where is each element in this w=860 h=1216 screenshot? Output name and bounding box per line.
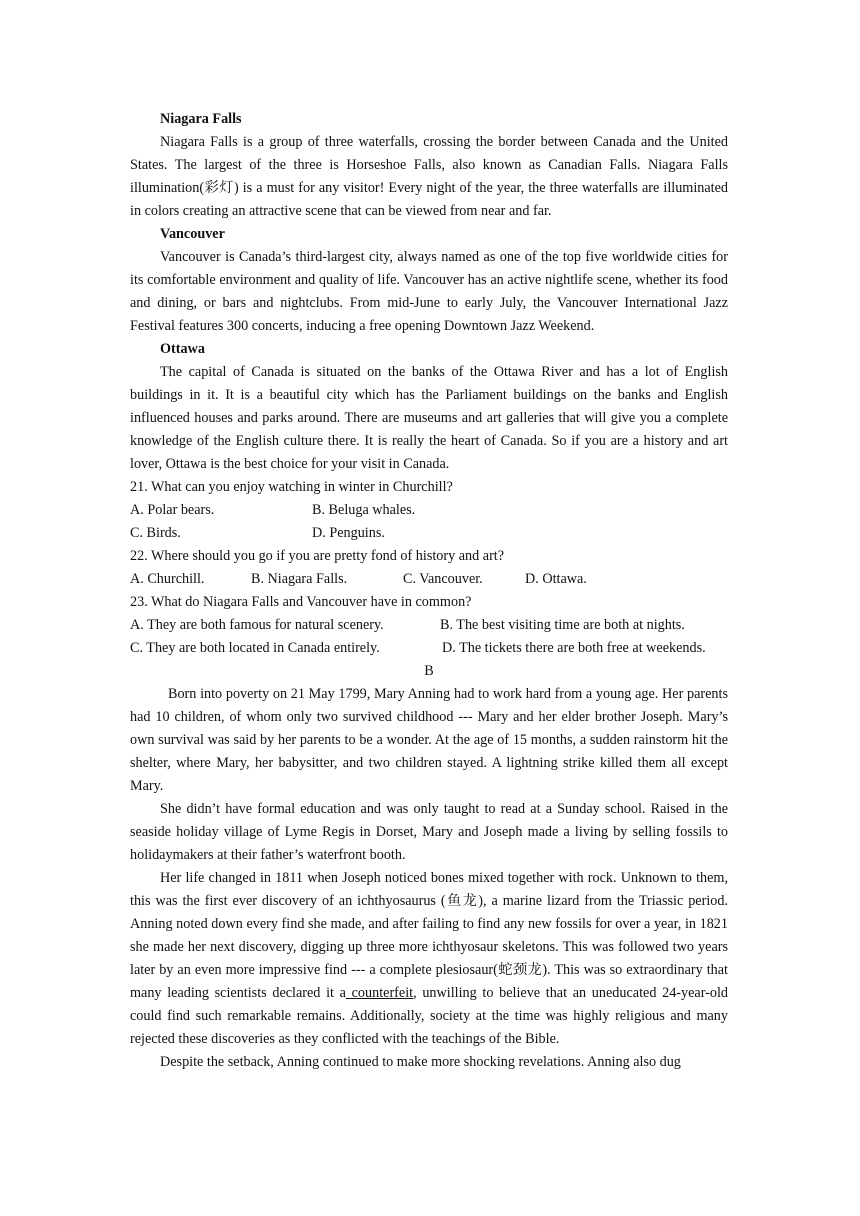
question-23-options-row1	[130, 614, 728, 637]
question-21-option-b: B. Beluga whales.	[312, 502, 416, 518]
section-title-vancouver: Vancouver	[160, 226, 225, 242]
question-22-option-b: B. Niagara Falls.	[251, 571, 348, 587]
question-21-option-d: D. Penguins.	[312, 525, 385, 541]
part-b-paragraph-3	[130, 867, 728, 1051]
question-21-stem: 21. What can you enjoy watching in winter in Churchill?	[130, 479, 453, 495]
question-22-option-a: A. Churchill.	[130, 571, 205, 587]
part-b-paragraph-1: Born into poverty on 21 May 1799, Mary Anning had to work hard from a young age. Her parents had 10 children, of whom only two survived childhood --- Mary and her elder brother Joseph. Mary’s own survival was said by her parents to be a wonder. At the age of 15 months, a sudden rainstorm hit the shelter, where Mary, her babysitter, and two children stayed. A lightning strike killed them all except Mary.	[130, 686, 728, 794]
question-23-option-b: B. The best visiting time are both at nights.	[440, 617, 685, 633]
document-page	[130, 108, 728, 1074]
section-title-ottawa: Ottawa	[160, 341, 205, 357]
question-21-options-row1	[130, 499, 728, 522]
part-b-paragraph-2: She didn’t have formal education and was only taught to read at a Sunday school. Raised in the seaside holiday village of Lyme Regis in Dorset, Mary and Joseph made a living by selling fossils to holidaymakers at their father’s waterfront booth.	[130, 801, 728, 863]
question-23-stem: 23. What do Niagara Falls and Vancouver have in common?	[130, 594, 472, 610]
question-22-option-d: D. Ottawa.	[525, 571, 587, 587]
question-21-option-a: A. Polar bears.	[130, 502, 215, 518]
part-b-label: B	[424, 663, 434, 679]
underlined-word-counterfeit: counterfeit	[345, 985, 414, 1001]
section-title-niagara: Niagara Falls	[160, 111, 242, 127]
question-23-option-c: C. They are both located in Canada entirely.	[130, 640, 380, 656]
part-b-paragraph-4: Despite the setback, Anning continued to make more shocking revelations. Anning also dug	[160, 1054, 681, 1070]
question-21-option-c: C. Birds.	[130, 525, 181, 541]
question-21-options-row2	[130, 522, 728, 545]
section-text-vancouver: Vancouver is Canada’s third-largest city, always named as one of the top five worldwide cities for its comfortable environment and quality of life. Vancouver has an active nightlife scene, whether its food and dining, or bars and nightclubs. From mid-June to early July, the Vancouver International Jazz Festival features 300 concerts, inducing a free opening Downtown Jazz Weekend.	[130, 249, 728, 334]
question-23-option-a: A. They are both famous for natural scenery.	[130, 617, 384, 633]
section-text-niagara: Niagara Falls is a group of three waterfalls, crossing the border between Canada and the United States. The largest of the three is Horseshoe Falls, also known as Canadian Falls. Niagara Falls illumination(彩灯) is a must for any visitor! Every night of the year, the three waterfalls are illuminated in colors creating an attractive scene that can be viewed from near and far.	[130, 134, 728, 219]
part-b-paragraph-3-before: Her life changed in 1811 when Joseph noticed bones mixed together with rock. Unknown to them, this was the first ever discovery of an ichthyosaurus (鱼龙), a marine lizard from the Triassic period. Anning noted down every find she made, and after failing to find any new fossils for over a year, in 1821 she made her next discovery, digging up three more ichthyosaur skeletons. This was followed two years later by an even more impressive find --- a complete plesiosaur(蛇颈龙). This was so extraordinary that many leading scientists declared it a	[130, 870, 728, 1001]
question-23-options-row2	[130, 637, 728, 660]
part-b-paragraph-3-after: , unwilling to believe that an uneducated 24-year-old could find such remarkable remains. Additionally, society at the time was highly religious and many rejected these discoveries as they conflicted with the teachings of the Bible.	[130, 985, 728, 1047]
question-22-options	[130, 568, 728, 591]
question-22-stem: 22. Where should you go if you are pretty fond of history and art?	[130, 548, 505, 564]
section-text-ottawa: The capital of Canada is situated on the banks of the Ottawa River and has a lot of English buildings in it. It is a beautiful city which has the Parliament buildings on the banks and English influenced houses and parks around. There are museums and art galleries that will give you a complete knowledge of the English culture there. It is really the heart of Canada. So if you are a history and art lover, Ottawa is the best choice for your visit in Canada.	[130, 364, 728, 472]
question-22-option-c: C. Vancouver.	[403, 571, 483, 587]
question-23-option-d: D. The tickets there are both free at weekends.	[442, 640, 706, 656]
